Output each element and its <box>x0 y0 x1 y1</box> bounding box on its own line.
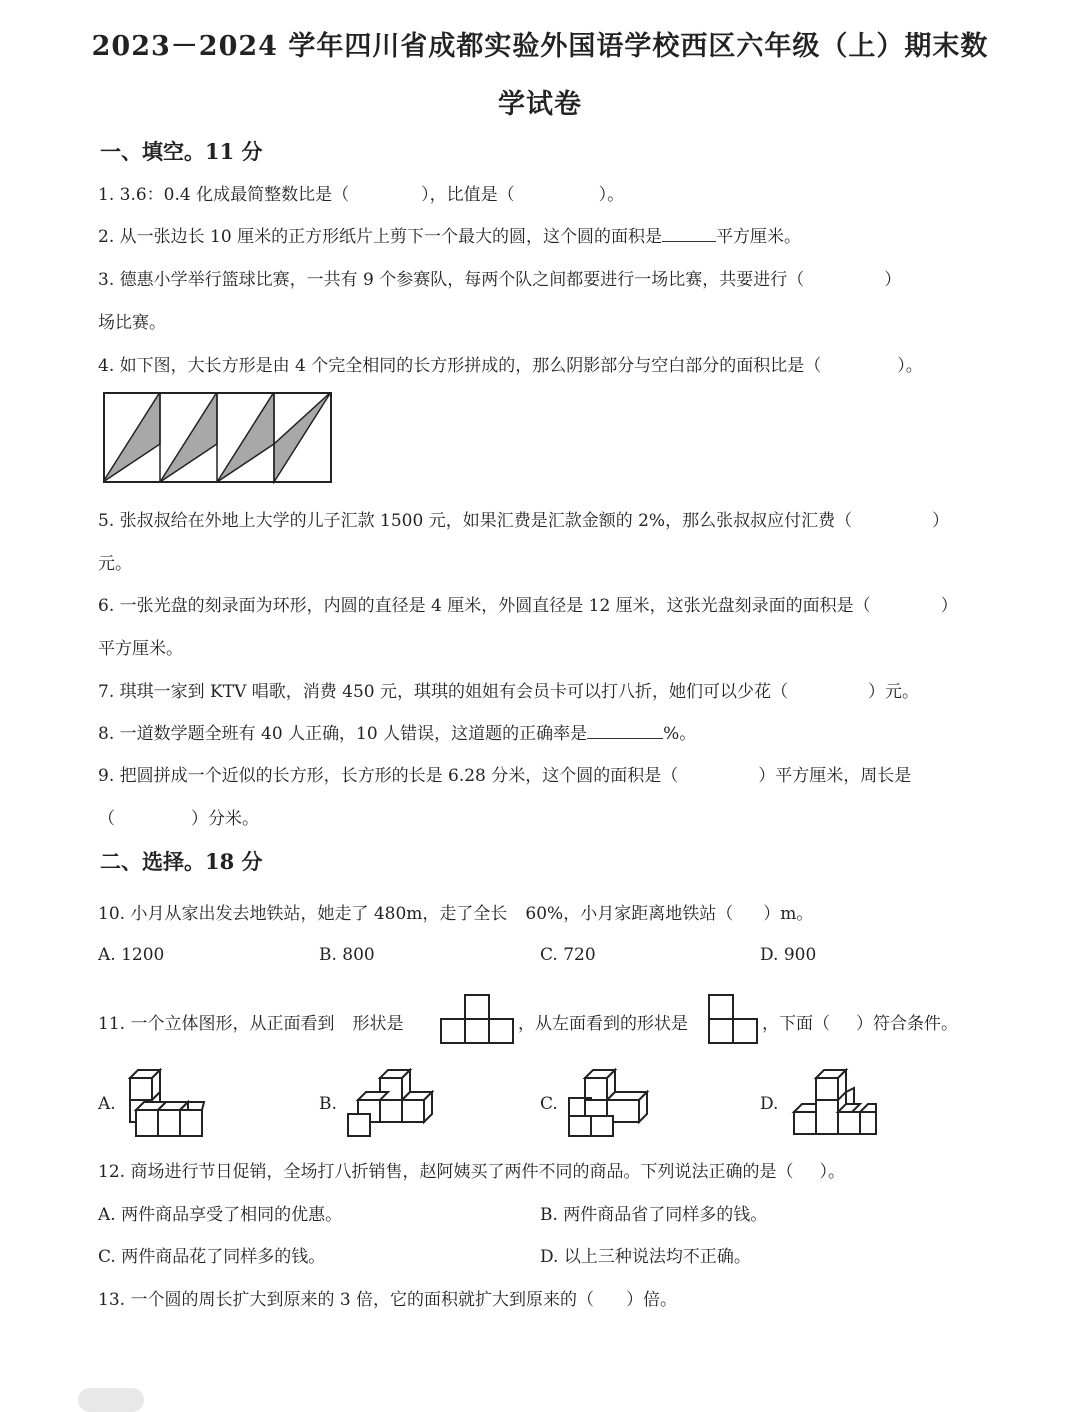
q6-text-b: ） <box>940 596 958 616</box>
q8-text-b: %。 <box>663 724 697 744</box>
q11-option-d-cubes <box>790 1068 882 1140</box>
q5-text-b: ） <box>932 511 950 531</box>
corner-overlay-button[interactable] <box>78 1388 144 1412</box>
q4-text-b: ）。 <box>897 356 923 376</box>
question-12 <box>98 1157 845 1182</box>
q1-text-b: ），比值是（ <box>421 185 515 205</box>
q11-text-c: ，从左面看到的形状是 <box>518 1014 688 1034</box>
q4-rectangle-figure <box>103 392 333 484</box>
q8-text-a: 8. 一道数学题全班有 40 人正确，10 人错误，这道题的正确率是 <box>98 724 588 744</box>
q11-option-a-cubes <box>128 1068 206 1140</box>
q4-text-a: 4. 如下图，大长方形是由 4 个完全相同的长方形拼成的，那么阴影部分与空白部分的面积比是（ <box>98 356 822 376</box>
q11-text-a: 11. 一个立体图形，从正面看到 <box>98 1014 335 1034</box>
q4-shaded-triangle-1 <box>103 392 160 482</box>
q4-shaded-triangle-4 <box>274 392 331 482</box>
q12-text-b: ）。 <box>819 1162 845 1182</box>
q5-text-a: 5. 张叔叔给在外地上大学的儿子汇款 1500 元，如果汇费是汇款金额的 2%，那么张叔叔应付汇费（ <box>98 511 853 531</box>
q11-option-b[interactable]: B. <box>319 1094 337 1114</box>
question-5-cont: 元。 <box>98 554 132 574</box>
question-9-cont <box>98 804 259 829</box>
q10-text-b: 60%，小月家距离地铁站（ <box>525 904 734 924</box>
q12-option-c[interactable]: C. 两件商品花了同样多的钱。 <box>98 1247 326 1267</box>
question-3-cont: 场比赛。 <box>98 313 166 333</box>
q2-text-a: 2. 从一张边长 10 厘米的正方形纸片上剪下一个最大的圆，这个圆的面积是 <box>98 227 663 247</box>
q9-text-d: ）分米。 <box>191 809 259 829</box>
q7-text-a: 7. 琪琪一家到 KTV 唱歌，消费 450 元，琪琪的姐姐有会员卡可以打八折，她们可以少花（ <box>98 682 789 702</box>
q11-left-view-figure <box>707 993 759 1045</box>
q6-text-a: 6. 一张光盘的刻录面为环形，内圆的直径是 4 厘米，外圆直径是 12 厘米，这张光盘刻录面的面积是（ <box>98 596 871 616</box>
q1-text-a: 1. 3.6：0.4 化成最简整数比是（ <box>98 185 350 205</box>
question-1 <box>98 180 624 205</box>
q12-option-a[interactable]: A. 两件商品享受了相同的优惠。 <box>98 1205 343 1225</box>
question-2 <box>98 222 801 247</box>
q9-text-b: ）平方厘米，周长是 <box>758 766 912 786</box>
question-4 <box>98 351 923 376</box>
q11-front-view-figure <box>439 993 515 1045</box>
exam-title-line-2: 学试卷 <box>498 89 582 120</box>
q13-text-b: ）倍。 <box>626 1290 678 1310</box>
question-6-cont: 平方厘米。 <box>98 639 183 659</box>
q7-text-b: ）元。 <box>868 682 920 702</box>
q11-option-d[interactable]: D. <box>760 1094 779 1114</box>
q3-text-b: ） <box>884 270 902 290</box>
question-5 <box>98 506 949 531</box>
question-11-part-1 <box>98 1009 403 1034</box>
question-11-part-2 <box>518 1009 688 1034</box>
question-11-part-3 <box>762 1009 958 1034</box>
q10-option-a[interactable]: A. 1200 <box>98 945 165 965</box>
q10-text-a: 10. 小月从家出发去地铁站，她走了 480m，走了全长 <box>98 904 508 924</box>
q10-option-b[interactable]: B. 800 <box>319 945 375 965</box>
q1-text-c: ）。 <box>598 185 625 205</box>
q11-option-c-cubes <box>565 1068 653 1140</box>
question-3 <box>98 265 901 290</box>
q8-answer-blank[interactable] <box>587 724 663 739</box>
q12-text-a: 12. 商场进行节日促销，全场打八折销售，赵阿姨买了两件不同的商品。下列说法正确的是（ <box>98 1162 794 1182</box>
q11-option-c[interactable]: C. <box>540 1094 558 1114</box>
q11-option-a[interactable]: A. <box>98 1094 116 1114</box>
q10-text-c: ）m。 <box>763 904 814 924</box>
question-13 <box>98 1285 677 1310</box>
q11-text-b: 形状是 <box>352 1014 404 1034</box>
q13-text-a: 13. 一个圆的周长扩大到原来的 3 倍，它的面积就扩大到原来的（ <box>98 1290 595 1310</box>
q10-option-c[interactable]: C. 720 <box>540 945 596 965</box>
q2-text-b: 平方厘米。 <box>716 227 802 247</box>
q12-option-b[interactable]: B. 两件商品省了同样多的钱。 <box>540 1205 768 1225</box>
exam-title-line-1: 2023－2024 学年四川省成都实验外国语学校西区六年级（上）期末数 <box>91 31 989 62</box>
question-9 <box>98 761 911 786</box>
q4-shaded-triangle-3 <box>217 392 274 482</box>
q10-option-d[interactable]: D. 900 <box>760 945 817 965</box>
q9-text-a: 9. 把圆拼成一个近似的长方形，长方形的长是 6.28 分米，这个圆的面积是（ <box>98 766 679 786</box>
question-8 <box>98 719 696 744</box>
q2-answer-blank[interactable] <box>662 227 716 242</box>
q11-text-d: ，下面（ <box>762 1014 830 1034</box>
q3-text-a: 3. 德惠小学举行篮球比赛，一共有 9 个参赛队，每两个队之间都要进行一场比赛，共要进行（ <box>98 270 805 290</box>
section-choice-heading: 二、选择。18 分 <box>100 849 263 874</box>
q11-text-e: ）符合条件。 <box>856 1014 958 1034</box>
q11-option-b-cubes <box>346 1068 438 1140</box>
question-6 <box>98 591 958 616</box>
section-fill-heading: 一、填空。11 分 <box>100 139 263 164</box>
q4-shaded-triangle-2 <box>160 392 217 482</box>
question-7 <box>98 677 919 702</box>
q9-text-c: （ <box>98 809 115 829</box>
q12-option-d[interactable]: D. 以上三种说法均不正确。 <box>540 1247 751 1267</box>
question-10 <box>98 899 813 924</box>
